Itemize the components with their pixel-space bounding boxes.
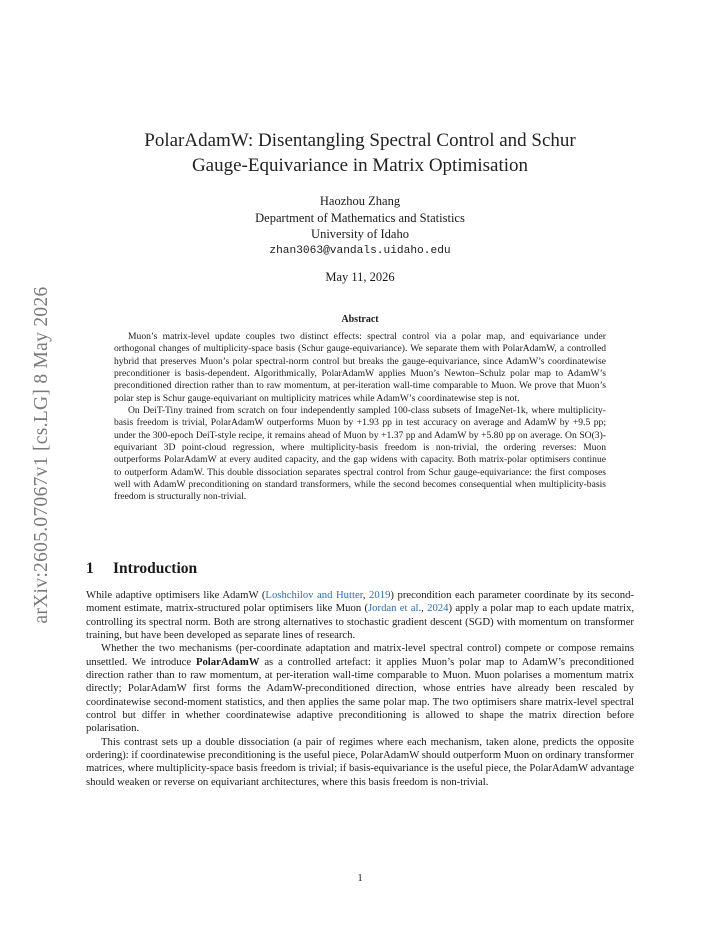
section-title: Introduction: [113, 560, 198, 577]
abstract-body: [114, 331, 606, 504]
author-department: Department of Mathematics and Statistics: [255, 210, 465, 225]
title-line-1: PolarAdamW: Disentangling Spectral Control and Schur: [144, 130, 576, 151]
paper-date: May 11, 2026: [325, 270, 395, 284]
author-university: University of Idaho: [311, 227, 409, 241]
abstract-paragraph: Muon’s matrix-level update couples two distinct effects: spectral control via a polar map, and equivariance under orthogonal changes of multiplicity-space basis (Schur gauge-equivariance). We separate them with PolarAdamW, a controlled hybrid that preserves Muon’s polar spectral-norm control but breaks the gauge-equivariance, since AdamW’s coordinatewise preconditioner is basis-dependent. Algorithmically, PolarAdamW applies Muon’s Newton–Schulz polar map to AdamW’s preconditioned direction rather than to raw momentum, at per-iteration wall-time comparable to Muon. We prove that Muon’s polar step is Schur gauge-equivariant on multiplicity matrices while AdamW’s coordinatewise step is not.: [114, 331, 606, 404]
abstract-heading: Abstract: [341, 314, 379, 325]
page-number: 1: [357, 872, 363, 884]
body-paragraph: While adaptive optimisers like AdamW (Loshchilov and Hutter, 2019) precondition each parameter coordinate by its second-moment estimate, matrix-structured polar optimisers like Muon (Jordan et al., 2024) apply a polar map to each update matrix, controlling its spectral norm. Both are strong alternatives to stochastic gradient descent (SGD) with momentum on transformer training, but have been developed as separate lines of research.: [86, 589, 635, 642]
arxiv-stamp[interactable]: arXiv:2605.07067v1 [cs.LG] 8 May 2026: [31, 286, 52, 624]
author-block: [110, 193, 610, 259]
citation-year-link[interactable]: 2019: [369, 589, 391, 601]
title-line-2: Gauge-Equivariance in Matrix Optimisation: [191, 155, 529, 176]
method-name: PolarAdamW: [195, 655, 260, 668]
section-heading: [86, 560, 197, 578]
citation-link[interactable]: Jordan et al.: [368, 602, 422, 615]
paper-title: [110, 128, 610, 178]
citation-link[interactable]: Loshchilov and Hutter: [265, 589, 363, 601]
author-name: Haozhou Zhang: [319, 194, 401, 208]
body-paragraph: Whether the two mechanisms (per-coordinate adaptation and matrix-level spectral control) compete or compose remains unsettled. We introduce PolarAdamW as a controlled artefact: it applies Muon’s polar map to AdamW’s preconditioned direction rather than to raw momentum, at per-iteration wall-time comparable to Muon. Muon polarises a momentum matrix directly; PolarAdamW first forms the AdamW-preconditioned direction, whose entries have already been rescaled by coordinatewise second-moment statistics, and then applies the same polar map. The two optimisers share matrix-level spectral control but differ in whether coordinatewise adaptive preconditioning is allowed to shape the matrix direction before polarisation.: [86, 642, 634, 735]
section-body: [86, 589, 634, 789]
abstract-paragraph: On DeiT-Tiny trained from scratch on four independently sampled 100-class subsets of ImageNet-1k, where multiplicity-basis freedom is trivial, PolarAdamW outperforms Muon by +1.93 pp in test accuracy on average and AdamW by +9.5 pp; under the 300-epoch DeiT-style recipe, it remains ahead of Muon by +1.37 pp and AdamW by +5.80 pp on average. On SO(3)-equivariant 3D point-cloud regression, where multiplicity-basis freedom is non-trivial, the ordering reverses: Muon outperforms PolarAdamW at every audited capacity, and the gap widens with capacity. Both matrix-polar optimisers continue to outperform AdamW. This double dissociation separates spectral control from Schur gauge-equivariance: the first composes well with AdamW preconditioning on standard transformers, while the second becomes consequential when multiplicity-basis freedom is structurally non-trivial.: [114, 405, 606, 503]
author-email[interactable]: zhan3063@vandals.uidaho.edu: [269, 244, 451, 257]
section-number: 1: [86, 560, 94, 577]
body-paragraph: This contrast sets up a double dissociation (a pair of regimes where each mechanism, taken alone, predicts the opposite ordering): if coordinatewise preconditioning is the useful piece, PolarAdamW should outperform Muon on ordinary transformer matrices, where multiplicity-space basis freedom is trivial; if basis-equivariance is the useful piece, the PolarAdamW advantage should weaken or reverse on equivariant architectures, where this basis freedom is non-trivial.: [86, 735, 634, 788]
citation-year-link[interactable]: 2024: [427, 602, 449, 615]
